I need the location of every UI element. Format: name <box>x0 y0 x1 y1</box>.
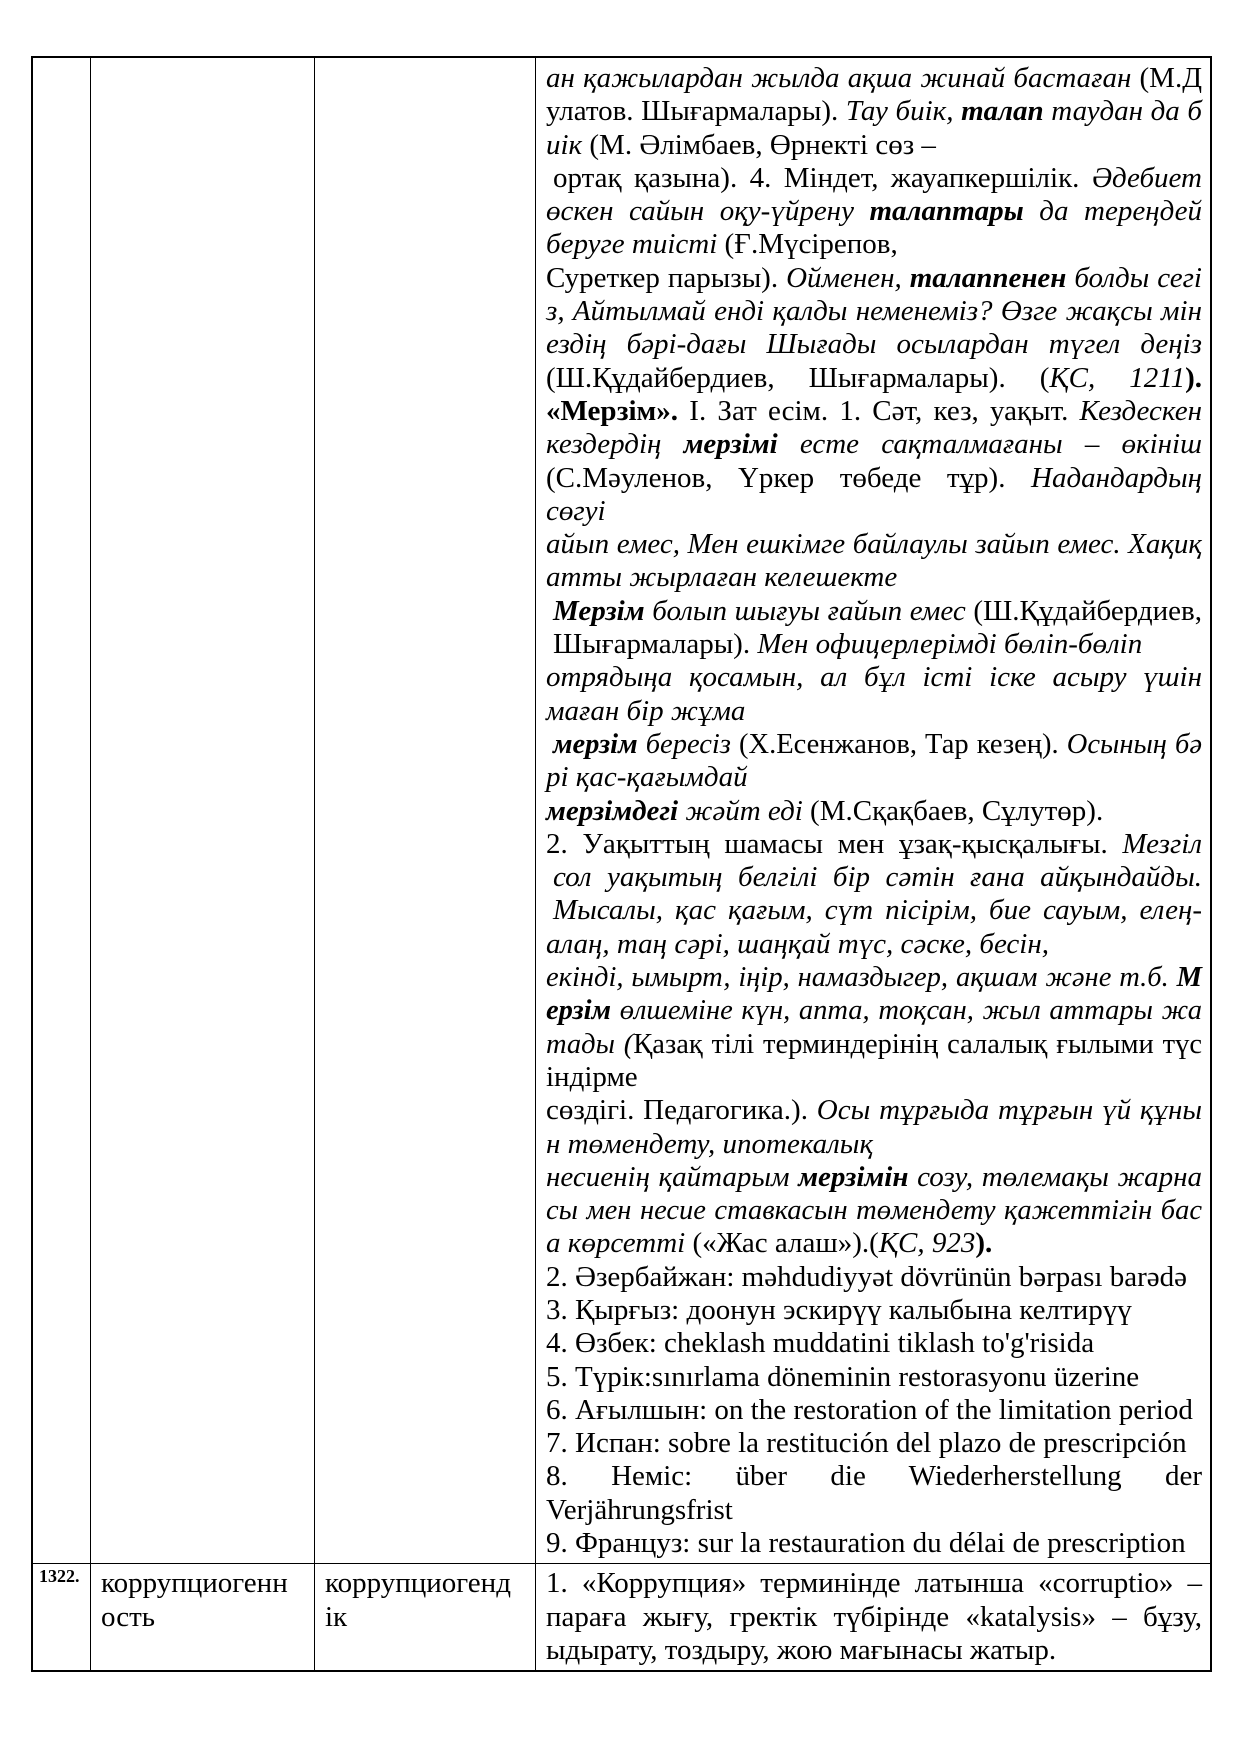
term-line: коррупциогенд <box>325 1567 511 1600</box>
text-segment: сөздігі. Педагогика.). <box>546 1094 817 1127</box>
text-segment: ерзім <box>546 995 612 1027</box>
text-segment: Мезгіл <box>1122 827 1202 860</box>
text-segment: 6. Ағылшын: on the restoration of the limitation period <box>546 1393 1193 1426</box>
kazakh-term-cell <box>315 58 536 1563</box>
text-segment: Осы тұрғыда тұрғын үй құны <box>816 1094 1202 1127</box>
text-segment: да тереңдей <box>1023 195 1202 228</box>
text-line <box>546 328 1202 361</box>
text-segment: Кездескен <box>1079 394 1202 427</box>
text-segment: 2. Әзербайжан: məhdudiyyət dövrünün bərpası barədə <box>546 1260 1187 1293</box>
text-segment: иік <box>546 128 583 161</box>
text-segment: 3. Қырғыз: доонун эскирүү калыбына келтирүү <box>546 1293 1132 1326</box>
text-segment: мерзім <box>553 728 638 760</box>
text-segment: 2. Уақыттың шамасы мен ұзақ-қысқалығы. <box>546 827 1123 860</box>
text-line <box>546 1394 1202 1427</box>
text-segment: М <box>1176 962 1202 994</box>
term-line: ік <box>325 1600 348 1633</box>
text-segment: айып емес, Мен ешкімге байлаулы зайып емес. Хақиқ <box>546 528 1202 561</box>
text-line <box>546 994 1202 1027</box>
russian-term-cell <box>91 58 315 1563</box>
text-line <box>546 1128 1202 1161</box>
text-line <box>546 761 1202 794</box>
text-segment: (Х.Есенжанов, Тар кезең). <box>730 728 1067 760</box>
text-segment: сөгуі <box>546 494 606 527</box>
text-line <box>546 1261 1202 1294</box>
text-line <box>546 162 1202 195</box>
text-segment: екінді, ымырт, іңір, намаздыгер, ақшам және т.б. <box>546 962 1177 994</box>
text-line <box>546 495 1202 528</box>
text-segment: Осының бә <box>1066 728 1202 760</box>
text-segment: ездің бәрі-дағы Шығады осылардан түгел деңіз <box>546 328 1202 361</box>
text-segment: 9. Француз: sur la restauration du délai de prescription <box>546 1527 1186 1560</box>
text-line <box>546 561 1202 594</box>
text-segment: 5. Түрік:sınırlama döneminin restorasyonu üzerine <box>546 1360 1140 1393</box>
text-segment: мерзімдегі <box>546 794 679 827</box>
text-line <box>546 1427 1202 1460</box>
text-line <box>546 195 1202 228</box>
text-segment: ). <box>975 1227 993 1260</box>
text-line <box>546 1460 1202 1493</box>
text-line <box>546 395 1202 428</box>
text-segment: өлшеміне күн, апта, тоқсан, жыл аттары жа <box>611 995 1202 1027</box>
text-segment: н төмендету, ипотекалық <box>546 1127 874 1160</box>
text-segment: ыдырату, тоздыру, жою мағынасы жатыр. <box>546 1633 1057 1666</box>
text-segment: алаң, таң сәрі, шаңқай түс, сәске, бесін, <box>546 927 1049 960</box>
text-line <box>546 1527 1202 1560</box>
text-line <box>546 1567 1202 1600</box>
text-segment: маған бір жұма <box>546 694 746 727</box>
text-line <box>546 1361 1202 1394</box>
text-line <box>546 95 1202 128</box>
text-line <box>546 928 1202 961</box>
text-segment: індірме <box>546 1060 638 1093</box>
text-line <box>546 1094 1202 1127</box>
text-segment: I. Зат есім. 1. Сәт, кез, уақыт. <box>678 394 1080 427</box>
text-segment: 4. Өзбек: cheklash muddatini tiklash to'g'risida <box>546 1327 1095 1360</box>
text-segment: сы мен несие ставкасын төмендету қажеттігін бас <box>546 1195 1202 1227</box>
text-segment: мерзімі <box>683 428 778 461</box>
text-segment: ортақ қазына). 4. Міндет, жауапкершілік. <box>553 161 1092 194</box>
text-line <box>546 1634 1202 1667</box>
text-line <box>546 1494 1202 1527</box>
text-segment: Тау биік, <box>845 95 962 128</box>
text-segment: ). <box>1185 361 1203 394</box>
text-segment: ҚС, 923 <box>878 1227 976 1260</box>
text-segment: болды сегі <box>1066 261 1202 294</box>
text-segment: («Жас алаш»).( <box>685 1227 879 1260</box>
text-line <box>546 1194 1202 1227</box>
text-segment: талап <box>961 95 1044 128</box>
text-line <box>546 1601 1202 1634</box>
text-line <box>546 262 1202 295</box>
text-segment: з, Айтылмай енді қалды неменеміз? Өзге жақсы мін <box>546 295 1202 328</box>
text-segment: Мерзім <box>553 594 645 627</box>
text-segment: Ойменен, <box>786 261 910 294</box>
definition-cell <box>536 58 1210 1563</box>
text-segment: ан қажылардан жылда ақша жинай бастаған <box>546 62 1132 94</box>
russian-term <box>91 58 314 61</box>
text-segment: (С.Мәуленов, Үркер төбеде тұр). <box>546 461 1032 494</box>
text-line <box>546 462 1202 495</box>
definition-cell <box>536 1564 1210 1670</box>
text-segment: өскен сайын оқу-үйрену <box>546 195 870 228</box>
text-line <box>546 695 1202 728</box>
text-line <box>546 894 1202 927</box>
text-segment: «Мерзім». <box>546 394 679 427</box>
entry-number <box>33 58 90 60</box>
text-segment: Шығармалары). <box>553 628 758 661</box>
text-line <box>546 62 1202 95</box>
text-line <box>546 795 1202 828</box>
text-segment: несиенің қайтарым <box>546 1160 799 1193</box>
entry-number: 1322. <box>39 1566 80 1587</box>
text-segment: улатов. Шығармалары). <box>546 95 846 128</box>
text-line <box>546 1327 1202 1360</box>
text-line <box>546 295 1202 328</box>
term-line: ость <box>101 1600 155 1633</box>
text-line <box>546 595 1202 628</box>
text-line <box>546 628 1202 661</box>
text-segment: (Ш.Құдайбердиев, Шығармалары). ( <box>546 361 1050 394</box>
text-segment: (Ш.Құдайбердиев, <box>965 594 1202 627</box>
text-segment: Мысалы, қас қағым, сүт пісірім, бие сауым, елең- <box>553 894 1202 927</box>
glossary-table <box>31 56 1212 1672</box>
text-segment: беруге тиісті <box>546 228 718 261</box>
text-segment: талаппенен <box>909 261 1067 294</box>
text-line <box>546 1061 1202 1094</box>
text-line <box>546 129 1202 162</box>
text-line <box>546 1161 1202 1194</box>
text-segment: (М.Сқақбаев, Сұлутөр). <box>802 794 1104 827</box>
text-segment: (М. Әлімбаев, Өрнекті сөз – <box>582 128 936 161</box>
text-line <box>546 528 1202 561</box>
table-row <box>33 58 1210 1564</box>
text-segment: 1. «Коррупция» терминінде латынша «corruptio» – <box>546 1567 1202 1600</box>
term-line: коррупциогенн <box>101 1567 288 1600</box>
text-segment: (М.Д <box>1131 62 1202 94</box>
text-line <box>546 661 1202 694</box>
text-segment: 8. Неміс: über die Wiederherstellung der <box>546 1460 1202 1493</box>
table-row <box>33 1564 1210 1670</box>
text-line <box>546 1028 1202 1061</box>
text-segment: Мен офицерлерімді бөліп-бөліп <box>757 628 1143 661</box>
text-segment: параға жығу, гректік түбірінде «katalysis» – бұзу, <box>546 1600 1202 1633</box>
text-segment: Суреткер парызы). <box>546 261 787 294</box>
text-segment: болып шығуы ғайып емес <box>644 594 966 627</box>
text-line <box>546 362 1202 395</box>
text-line <box>546 1227 1202 1260</box>
russian-term <box>91 1564 314 1634</box>
text-line <box>546 828 1202 861</box>
text-segment: а көрсетті <box>546 1227 686 1260</box>
text-segment: таудан да б <box>1043 95 1202 128</box>
text-line <box>546 861 1202 894</box>
text-segment: есте сақталмағаны – өкініш <box>777 428 1202 461</box>
text-line <box>546 961 1202 994</box>
text-segment: кездердің <box>546 428 684 461</box>
definition-text <box>536 1564 1210 1670</box>
text-segment: Verjährungsfrist <box>546 1493 733 1526</box>
text-segment: сол уақытың белгілі бір сәтін ғана айқындайды. <box>553 861 1202 894</box>
text-segment: Әдебиет <box>1091 161 1202 194</box>
text-segment: жәйт еді <box>678 794 803 827</box>
kazakh-term <box>315 58 535 61</box>
definition-text <box>536 58 1210 1563</box>
text-segment: талаптары <box>869 195 1024 228</box>
text-segment: тады ( <box>546 1028 634 1060</box>
text-segment: мерзімін <box>798 1160 909 1193</box>
text-segment: отрядыңа қосамын, ал бұл істі іске асыру үшін <box>546 661 1202 694</box>
text-segment: ҚС, 1211 <box>1049 361 1186 394</box>
entry-number-cell <box>33 1564 91 1670</box>
text-line <box>546 428 1202 461</box>
entry-number-cell <box>33 58 91 1563</box>
text-segment: созу, төлемақы жарна <box>908 1160 1202 1193</box>
russian-term-cell <box>91 1564 315 1670</box>
text-segment: бересіз <box>637 728 731 760</box>
text-segment: 7. Испан: sobre la restitución del plazo de prescripción <box>546 1427 1187 1460</box>
text-line <box>546 728 1202 761</box>
text-segment: рі қас-қағымдай <box>546 761 748 794</box>
text-segment: Надандардың <box>1031 461 1202 494</box>
text-segment: Қазақ тілі терминдерінің салалық ғылыми түс <box>633 1028 1203 1060</box>
text-segment: (Ғ.Мүсірепов, <box>717 228 898 261</box>
text-segment: атты жырлаған келешекте <box>546 561 898 594</box>
kazakh-term <box>315 1564 535 1634</box>
text-line <box>546 228 1202 261</box>
text-line <box>546 1294 1202 1327</box>
kazakh-term-cell <box>315 1564 536 1670</box>
